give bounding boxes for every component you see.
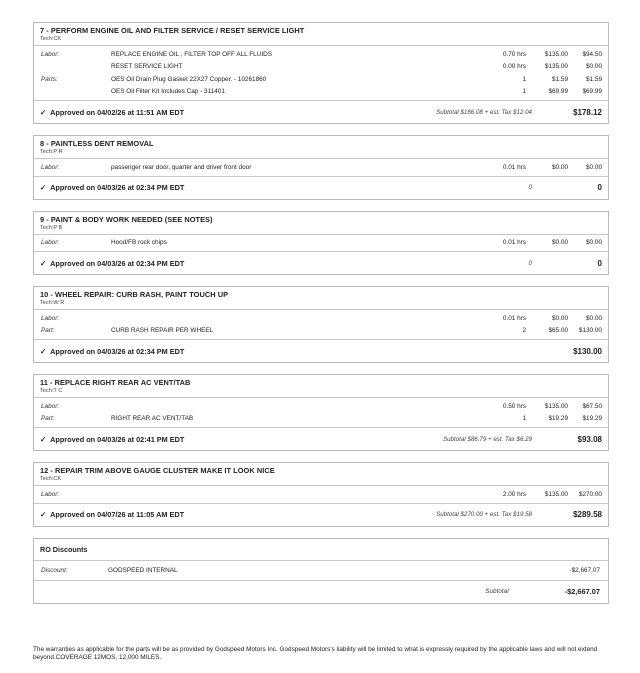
line-amount: $0.00 bbox=[586, 63, 602, 71]
discount-row bbox=[34, 561, 608, 581]
job-tech: Tech:P R bbox=[40, 149, 63, 155]
job-footer bbox=[34, 177, 608, 199]
approval-status bbox=[40, 259, 184, 268]
line-qty: 0.70 hrs bbox=[502, 50, 526, 58]
line-rate: $135.00 bbox=[544, 490, 568, 498]
job-total: 0 bbox=[597, 183, 602, 192]
line-amount: $94.50 bbox=[582, 50, 602, 58]
line-desc: Hood/FB rock chips bbox=[111, 239, 167, 247]
line-qty: 0.00 hrs bbox=[502, 63, 526, 71]
discount-amount: -$2,667.07 bbox=[569, 566, 600, 574]
approval-text: Approved on 04/03/26 at 02:34 PM EDT bbox=[50, 183, 185, 192]
line-rate: $19.29 bbox=[548, 415, 568, 423]
job-title: 10 - WHEEL REPAIR: CURB RASH, PAINT TOUCH UP bbox=[40, 290, 229, 299]
line-type: Labor: bbox=[41, 490, 60, 498]
check-icon: ✓ bbox=[40, 107, 47, 117]
line-item bbox=[34, 61, 608, 74]
job-header bbox=[34, 375, 608, 398]
job-footer bbox=[34, 504, 608, 526]
discount-subtotal-label: Subtotal bbox=[485, 588, 509, 595]
job-header bbox=[34, 23, 608, 46]
approval-status bbox=[40, 347, 184, 356]
line-type: Part: bbox=[41, 415, 55, 423]
line-type: Labor: bbox=[41, 402, 60, 410]
line-desc: RESET SERVICE LIGHT bbox=[111, 63, 183, 71]
job-subtotal: 0 bbox=[528, 259, 532, 267]
line-qty: 2.00 hrs bbox=[502, 490, 526, 498]
job-section bbox=[33, 135, 609, 200]
discount-desc: GODSPEED INTERNAL bbox=[108, 566, 178, 574]
line-qty: 1 bbox=[522, 88, 526, 96]
line-amount: $0.00 bbox=[586, 239, 602, 247]
job-tech: Tech:W R bbox=[40, 300, 65, 306]
line-desc: OES Oil Drain Plug Gasket 22X27 Copper. - 10261860 bbox=[111, 75, 267, 83]
job-title: 8 - PAINTLESS DENT REMOVAL bbox=[40, 139, 154, 148]
approval-text: Approved on 04/03/26 at 02:41 PM EDT bbox=[50, 434, 185, 444]
line-type: Labor: bbox=[41, 163, 60, 171]
job-section bbox=[33, 286, 609, 363]
job-section bbox=[33, 22, 609, 124]
line-amount: $1.59 bbox=[586, 75, 602, 83]
line-rate: $65.00 bbox=[548, 327, 568, 335]
line-qty: 1 bbox=[522, 75, 526, 83]
line-item bbox=[34, 413, 608, 426]
line-amount: $69.99 bbox=[582, 88, 602, 96]
discount-type: Discount: bbox=[41, 566, 68, 574]
line-rate: $135.00 bbox=[544, 50, 568, 58]
line-desc: CURB RASH REPAIR PER WHEEL bbox=[111, 327, 214, 335]
line-item bbox=[34, 488, 608, 501]
line-item bbox=[34, 48, 608, 61]
line-type: Labor: bbox=[41, 314, 60, 322]
line-qty: 1 bbox=[522, 415, 526, 423]
line-item bbox=[34, 86, 608, 99]
job-lines bbox=[34, 46, 608, 101]
job-lines bbox=[34, 486, 608, 504]
job-section bbox=[33, 462, 609, 527]
line-rate: $69.99 bbox=[548, 88, 568, 96]
repair-order-page bbox=[33, 22, 609, 615]
job-total: $178.12 bbox=[573, 107, 602, 117]
job-header bbox=[34, 212, 608, 235]
line-rate: $135.00 bbox=[544, 402, 568, 410]
line-amount: $67.50 bbox=[582, 402, 602, 410]
discount-subtotal-row bbox=[34, 581, 608, 603]
job-title: 12 - REPAIR TRIM ABOVE GAUGE CLUSTER MAKE IT LOOK NICE bbox=[40, 466, 275, 475]
job-section bbox=[33, 374, 609, 451]
line-amount: $0.00 bbox=[586, 314, 602, 322]
line-qty: 2 bbox=[522, 327, 526, 335]
approval-text: Approved on 04/07/26 at 11:05 AM EDT bbox=[50, 510, 185, 519]
line-item bbox=[34, 400, 608, 413]
job-footer bbox=[34, 340, 608, 362]
job-lines bbox=[34, 235, 608, 253]
job-tech: Tech:P B bbox=[40, 224, 63, 231]
check-icon: ✓ bbox=[40, 183, 47, 192]
job-total: $289.58 bbox=[573, 510, 602, 519]
job-tech: Tech:CK bbox=[40, 476, 62, 482]
job-header bbox=[34, 463, 608, 486]
approval-status bbox=[40, 510, 184, 519]
line-qty: 0.01 hrs bbox=[502, 239, 526, 247]
line-type: Labor: bbox=[41, 239, 60, 247]
line-qty: 0.01 hrs bbox=[502, 314, 526, 322]
line-desc: REPLACE ENGINE OIL , FILTER TOP OFF ALL FLUIDS bbox=[111, 50, 272, 58]
job-total: $93.08 bbox=[577, 434, 602, 444]
line-rate: $0.00 bbox=[552, 239, 568, 247]
job-title: 9 - PAINT & BODY WORK NEEDED (SEE NOTES) bbox=[40, 214, 213, 224]
line-amount: $0.00 bbox=[586, 163, 602, 171]
line-qty: 0.01 hrs bbox=[502, 163, 526, 171]
line-desc: OES Oil Filter Kit Includes Cap - 311401 bbox=[111, 88, 225, 96]
ro-discounts-section bbox=[33, 538, 609, 604]
job-lines bbox=[34, 398, 608, 428]
job-subtotal: Subtotal $86.79 + est. Tax $6.29 bbox=[442, 435, 532, 443]
line-desc: RIGHT REAR AC VENT/TAB bbox=[111, 415, 194, 423]
job-header bbox=[34, 136, 608, 159]
line-type: Parts: bbox=[41, 75, 58, 83]
line-rate: $0.00 bbox=[552, 163, 568, 171]
job-subtotal: Subtotal $166.08 + est. Tax $12.04 bbox=[436, 108, 532, 116]
line-rate: $0.00 bbox=[552, 314, 568, 322]
line-item bbox=[34, 237, 608, 250]
job-subtotal: Subtotal $270.00 + est. Tax $19.58 bbox=[436, 511, 532, 518]
discount-subtotal-value: -$2,667.07 bbox=[564, 587, 600, 596]
job-lines bbox=[34, 310, 608, 340]
check-icon: ✓ bbox=[40, 258, 47, 268]
line-item bbox=[34, 161, 608, 174]
job-lines bbox=[34, 159, 608, 177]
check-icon: ✓ bbox=[40, 346, 47, 356]
line-amount: $270.00 bbox=[578, 490, 602, 498]
line-item bbox=[34, 312, 608, 325]
line-type: Labor: bbox=[41, 50, 60, 58]
line-qty: 0.50 hrs bbox=[502, 402, 526, 410]
job-tech: Tech:T C bbox=[40, 388, 63, 394]
warranty-disclaimer: The warranties as applicable for the parts will be as provided by Godspeed Motors Inc. Godspeed Motors's liability will be limited to what is expressly required by the applicable laws and will not extend beyond.COVERAGE 12MOS, 12,000 MILES. bbox=[33, 646, 598, 661]
job-header bbox=[34, 287, 608, 310]
approval-status bbox=[40, 108, 184, 117]
job-footer bbox=[34, 252, 608, 274]
check-icon: ✓ bbox=[40, 510, 47, 519]
job-title: 7 - PERFORM ENGINE OIL AND FILTER SERVICE / RESET SERVICE LIGHT bbox=[40, 26, 305, 35]
line-rate: $1.59 bbox=[552, 75, 568, 83]
approval-text: Approved on 04/03/26 at 02:34 PM EDT bbox=[50, 258, 185, 268]
line-item bbox=[34, 325, 608, 338]
approval-text: Approved on 04/02/26 at 11:51 AM EDT bbox=[50, 107, 185, 117]
approval-status bbox=[40, 435, 184, 444]
line-amount: $19.29 bbox=[582, 415, 602, 423]
line-type: Part: bbox=[41, 327, 55, 335]
job-sections bbox=[33, 22, 609, 527]
line-amount: $130.00 bbox=[578, 327, 602, 335]
job-section bbox=[33, 211, 609, 276]
ro-discounts-title: RO Discounts bbox=[34, 539, 608, 561]
approval-status bbox=[40, 183, 184, 192]
job-title: 11 - REPLACE RIGHT REAR AC VENT/TAB bbox=[40, 378, 191, 387]
line-desc: passenger rear door, quarter and driver front door bbox=[111, 163, 252, 171]
check-icon: ✓ bbox=[40, 434, 47, 444]
job-subtotal: 0 bbox=[528, 184, 532, 191]
approval-text: Approved on 04/03/26 at 02:34 PM EDT bbox=[50, 346, 185, 356]
job-total: $130.00 bbox=[573, 346, 602, 356]
job-footer bbox=[34, 101, 608, 123]
job-total: 0 bbox=[597, 258, 602, 268]
line-rate: $135.00 bbox=[544, 63, 568, 71]
line-item bbox=[34, 73, 608, 86]
job-footer bbox=[34, 428, 608, 450]
job-tech: Tech:CK bbox=[40, 36, 62, 42]
